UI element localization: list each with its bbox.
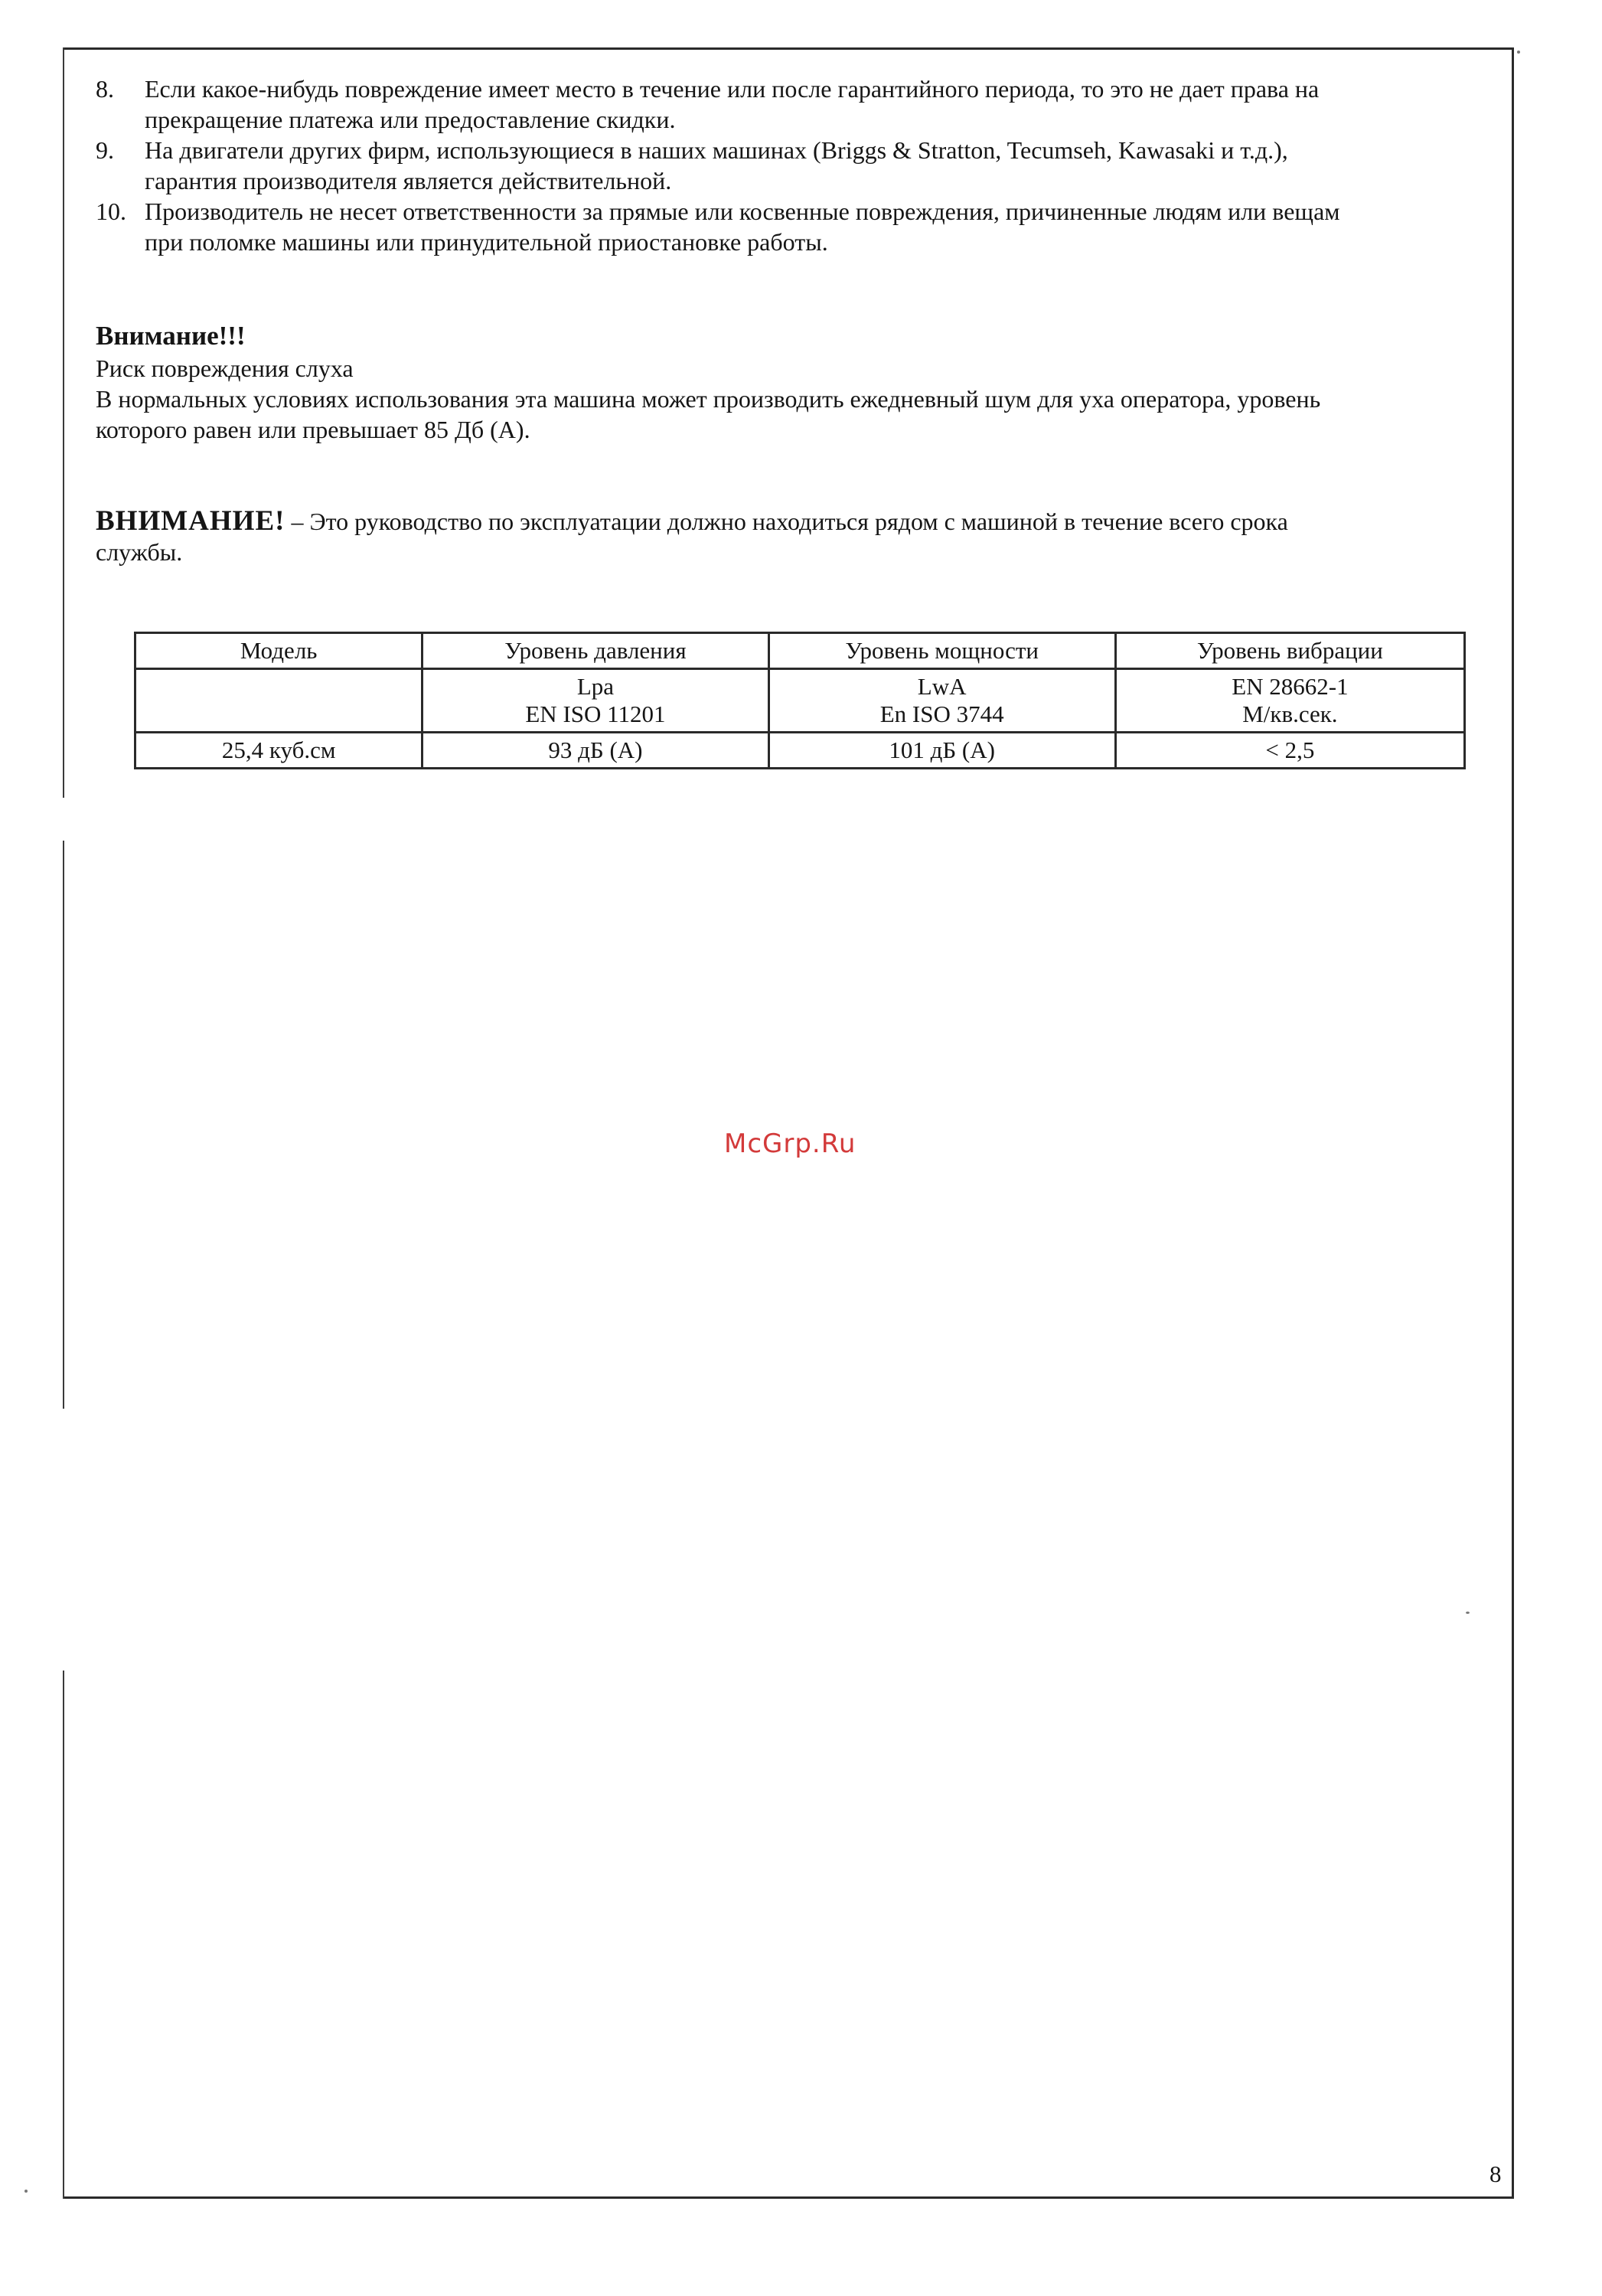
list-item-number: 10. xyxy=(96,198,126,225)
table-cell xyxy=(768,669,1115,733)
scan-speck xyxy=(24,2190,28,2193)
table-cell: 25,4 куб.см xyxy=(135,733,423,769)
list-item-number: 8. xyxy=(96,75,114,103)
hearing-warning-text-line: которого равен или превышает 85 Дб (А). xyxy=(96,416,530,443)
table-header-cell: Уровень мощности xyxy=(768,633,1115,669)
left-border-mark xyxy=(63,1671,64,2199)
warranty-terms-list xyxy=(96,73,1489,257)
list-item xyxy=(96,196,1489,257)
table-cell-line: En ISO 3744 xyxy=(879,701,1004,727)
left-border-mark xyxy=(63,47,64,798)
document-body xyxy=(96,73,1489,567)
manual-notice-text: – Это руководство по эксплуатации должно находиться рядом с машиной в течение всего срока xyxy=(285,508,1288,535)
table-cell-line: М/кв.сек. xyxy=(1242,701,1338,727)
specs-table xyxy=(134,632,1466,769)
scan-speck xyxy=(1466,1612,1470,1614)
table-cell xyxy=(135,669,423,733)
table-cell-line: EN ISO 11201 xyxy=(525,701,666,727)
page-number: 8 xyxy=(1489,2160,1502,2187)
list-item xyxy=(96,135,1489,196)
table-cell xyxy=(1115,669,1464,733)
specs-table-wrapper xyxy=(134,632,1466,769)
table-header-row xyxy=(135,633,1465,669)
table-cell xyxy=(423,669,768,733)
list-item-text-line: при поломке машины или принудительной приостановке работы. xyxy=(145,228,828,256)
table-standards-row xyxy=(135,669,1465,733)
list-item-number: 9. xyxy=(96,136,114,164)
list-item-text-line: прекращение платежа или предоставление скидки. xyxy=(145,106,676,133)
table-cell-line: EN 28662-1 xyxy=(1232,673,1349,700)
table-header-cell: Уровень вибрации xyxy=(1115,633,1464,669)
list-item-text-line: На двигатели других фирм, использующиеся в наших машинах (Briggs & Stratton, Tecumseh, Kawasaki и т.д.), xyxy=(145,136,1288,164)
hearing-warning-title: Внимание!!! xyxy=(96,321,246,351)
table-header-cell: Модель xyxy=(135,633,423,669)
manual-notice xyxy=(96,506,1489,567)
table-header-cell: Уровень давления xyxy=(423,633,768,669)
table-cell-line: Lpa xyxy=(576,673,615,700)
list-item-text-line: Если какое-нибудь повреждение имеет место в течение или после гарантийного периода, то это не дает права на xyxy=(145,75,1320,103)
list-item-text-line: гарантия производителя является действительной. xyxy=(145,167,672,194)
watermark-link[interactable]: McGrp.Ru xyxy=(724,1128,856,1159)
scan-speck xyxy=(1517,51,1520,54)
left-border-mark xyxy=(63,841,64,1409)
table-row xyxy=(135,733,1465,769)
table-cell: < 2,5 xyxy=(1115,733,1464,769)
manual-notice-heading: ВНИМАНИЕ! xyxy=(96,505,285,537)
manual-notice-text-line: службы. xyxy=(96,538,183,566)
hearing-warning-subtitle: Риск повреждения слуха xyxy=(96,354,354,382)
list-item-text-line: Производитель не несет ответственности за прямые или косвенные повреждения, причиненные людям или вещам xyxy=(145,198,1340,225)
table-cell: 101 дБ (А) xyxy=(768,733,1115,769)
table-cell-line: LwA xyxy=(917,673,967,700)
table-cell: 93 дБ (А) xyxy=(423,733,768,769)
hearing-warning-text-line: В нормальных условиях использования эта машина может производить ежедневный шум для уха оператора, уровень xyxy=(96,385,1321,413)
list-item xyxy=(96,73,1489,135)
